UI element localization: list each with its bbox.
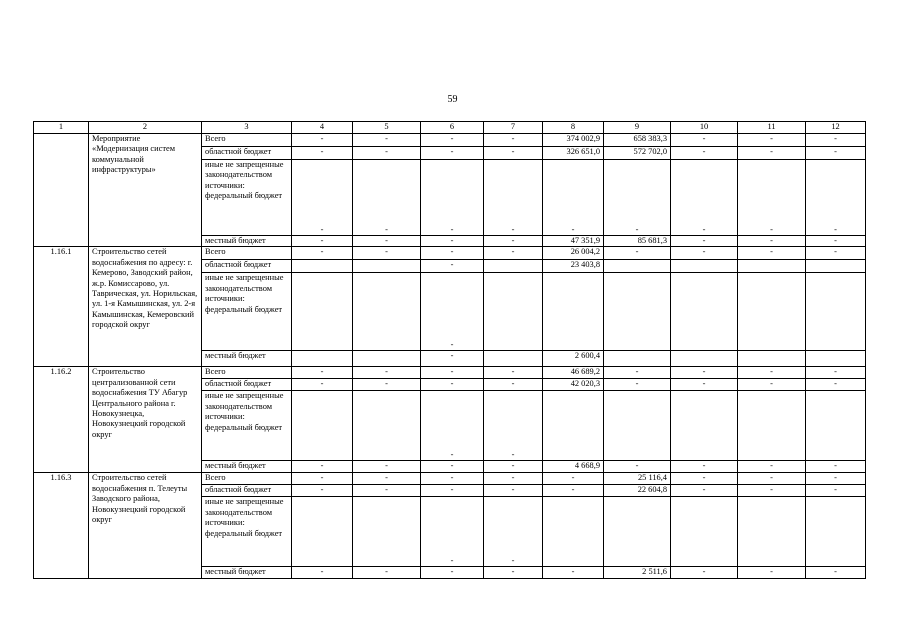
- value-cell: -: [292, 461, 353, 473]
- source-label: местный бюджет: [202, 461, 292, 473]
- value-cell: -: [421, 567, 484, 579]
- value-cell: -: [806, 160, 866, 236]
- source-label: Всего: [202, 367, 292, 379]
- value-cell: -: [353, 485, 421, 497]
- source-label: областной бюджет: [202, 485, 292, 497]
- value-cell: -: [806, 147, 866, 160]
- value-cell: -: [738, 379, 806, 391]
- source-label: иные не запрещенные законодательством источники: федеральный бюджет: [202, 391, 292, 461]
- value-cell: -: [671, 236, 738, 247]
- item-name: Мероприятие «Модернизация систем коммунальной инфраструктуры»: [89, 134, 202, 247]
- value-cell: -: [421, 236, 484, 247]
- value-cell: 85 681,3: [604, 236, 671, 247]
- table-row: [34, 247, 866, 260]
- value-cell: [353, 260, 421, 273]
- value-cell: -: [484, 160, 543, 236]
- value-cell: -: [292, 473, 353, 485]
- value-cell: -: [421, 147, 484, 160]
- value-cell: 25 116,4: [604, 473, 671, 485]
- value-cell: -: [806, 379, 866, 391]
- value-cell: [353, 273, 421, 351]
- value-cell: -: [671, 567, 738, 579]
- value-cell: 26 004,2: [543, 247, 604, 260]
- header-cell: 9: [604, 122, 671, 134]
- value-cell: -: [738, 461, 806, 473]
- value-cell: [738, 391, 806, 461]
- header-cell: 1: [34, 122, 89, 134]
- value-cell: -: [671, 485, 738, 497]
- value-cell: -: [421, 273, 484, 351]
- value-cell: -: [353, 134, 421, 147]
- item-number: 1.16.1: [34, 247, 89, 367]
- value-cell: 23 403,8: [543, 260, 604, 273]
- header-cell: 11: [738, 122, 806, 134]
- value-cell: -: [484, 497, 543, 567]
- value-cell: -: [484, 247, 543, 260]
- source-label: областной бюджет: [202, 260, 292, 273]
- header-cell: 5: [353, 122, 421, 134]
- value-cell: 2 511,6: [604, 567, 671, 579]
- item-number: [34, 134, 89, 247]
- value-cell: -: [421, 351, 484, 367]
- value-cell: -: [353, 367, 421, 379]
- value-cell: -: [353, 461, 421, 473]
- value-cell: [292, 497, 353, 567]
- value-cell: -: [353, 247, 421, 260]
- value-cell: -: [604, 379, 671, 391]
- value-cell: -: [738, 473, 806, 485]
- table-row: [34, 473, 866, 485]
- item-number: 1.16.2: [34, 367, 89, 473]
- value-cell: -: [484, 567, 543, 579]
- header-cell: 8: [543, 122, 604, 134]
- value-cell: [671, 497, 738, 567]
- value-cell: [484, 273, 543, 351]
- value-cell: [671, 260, 738, 273]
- source-label: областной бюджет: [202, 379, 292, 391]
- source-label: иные не запрещенные законодательством источники: федеральный бюджет: [202, 273, 292, 351]
- value-cell: -: [484, 379, 543, 391]
- value-cell: -: [421, 461, 484, 473]
- source-label: иные не запрещенные законодательством источники: федеральный бюджет: [202, 160, 292, 236]
- value-cell: [738, 273, 806, 351]
- value-cell: -: [292, 567, 353, 579]
- value-cell: -: [738, 134, 806, 147]
- value-cell: -: [484, 485, 543, 497]
- value-cell: [484, 260, 543, 273]
- value-cell: -: [484, 367, 543, 379]
- value-cell: -: [292, 485, 353, 497]
- value-cell: [738, 351, 806, 367]
- value-cell: [604, 260, 671, 273]
- value-cell: 326 651,0: [543, 147, 604, 160]
- item-name: Строительство сетей водоснабжения п. Телеуты Заводского района, Новокузнецкий городской округ: [89, 473, 202, 579]
- value-cell: -: [421, 367, 484, 379]
- value-cell: 2 600,4: [543, 351, 604, 367]
- source-label: Всего: [202, 473, 292, 485]
- value-cell: [353, 351, 421, 367]
- value-cell: -: [292, 236, 353, 247]
- value-cell: -: [738, 247, 806, 260]
- value-cell: [543, 273, 604, 351]
- value-cell: -: [292, 247, 353, 260]
- source-label: иные не запрещенные законодательством источники: федеральный бюджет: [202, 497, 292, 567]
- item-name: Строительство централизованной сети водоснабжения ТУ Абагур Центрального района г. Новокузнецка, Новокузнецкий городской округ: [89, 367, 202, 473]
- value-cell: -: [421, 473, 484, 485]
- value-cell: [604, 273, 671, 351]
- value-cell: -: [353, 567, 421, 579]
- value-cell: [604, 351, 671, 367]
- value-cell: -: [292, 379, 353, 391]
- header-cell: 7: [484, 122, 543, 134]
- value-cell: -: [421, 160, 484, 236]
- value-cell: 46 689,2: [543, 367, 604, 379]
- value-cell: -: [806, 485, 866, 497]
- source-label: Всего: [202, 134, 292, 147]
- value-cell: -: [484, 473, 543, 485]
- source-label: Всего: [202, 247, 292, 260]
- value-cell: [806, 391, 866, 461]
- header-row: [34, 122, 866, 134]
- value-cell: [353, 497, 421, 567]
- header-cell: 10: [671, 122, 738, 134]
- value-cell: 42 020,3: [543, 379, 604, 391]
- value-cell: -: [484, 461, 543, 473]
- value-cell: -: [738, 236, 806, 247]
- value-cell: [806, 273, 866, 351]
- value-cell: -: [671, 379, 738, 391]
- value-cell: -: [671, 473, 738, 485]
- header-cell: 2: [89, 122, 202, 134]
- value-cell: [292, 351, 353, 367]
- value-cell: [543, 391, 604, 461]
- value-cell: [806, 351, 866, 367]
- value-cell: -: [806, 567, 866, 579]
- value-cell: -: [421, 260, 484, 273]
- source-label: местный бюджет: [202, 567, 292, 579]
- value-cell: [484, 351, 543, 367]
- value-cell: [738, 260, 806, 273]
- value-cell: -: [421, 134, 484, 147]
- value-cell: -: [543, 160, 604, 236]
- value-cell: -: [421, 247, 484, 260]
- value-cell: -: [543, 473, 604, 485]
- value-cell: [292, 273, 353, 351]
- value-cell: -: [543, 567, 604, 579]
- value-cell: -: [353, 473, 421, 485]
- value-cell: [292, 260, 353, 273]
- value-cell: -: [671, 147, 738, 160]
- value-cell: -: [738, 147, 806, 160]
- value-cell: -: [806, 134, 866, 147]
- value-cell: -: [671, 160, 738, 236]
- value-cell: [671, 273, 738, 351]
- value-cell: [604, 391, 671, 461]
- value-cell: -: [421, 391, 484, 461]
- page-number: 59: [447, 94, 458, 105]
- value-cell: -: [353, 379, 421, 391]
- value-cell: -: [421, 497, 484, 567]
- value-cell: -: [806, 461, 866, 473]
- value-cell: [671, 351, 738, 367]
- value-cell: -: [671, 247, 738, 260]
- budget-table: [33, 121, 866, 579]
- value-cell: -: [806, 247, 866, 260]
- value-cell: -: [353, 147, 421, 160]
- header-cell: 3: [202, 122, 292, 134]
- value-cell: -: [738, 485, 806, 497]
- value-cell: -: [353, 236, 421, 247]
- value-cell: -: [292, 160, 353, 236]
- value-cell: -: [484, 391, 543, 461]
- header-cell: 12: [806, 122, 866, 134]
- value-cell: -: [421, 485, 484, 497]
- value-cell: -: [738, 567, 806, 579]
- header-cell: 4: [292, 122, 353, 134]
- value-cell: [353, 391, 421, 461]
- table-row: [34, 367, 866, 379]
- source-label: местный бюджет: [202, 351, 292, 367]
- value-cell: [671, 391, 738, 461]
- value-cell: -: [353, 160, 421, 236]
- value-cell: -: [671, 367, 738, 379]
- value-cell: [604, 497, 671, 567]
- value-cell: 374 002,9: [543, 134, 604, 147]
- value-cell: -: [806, 367, 866, 379]
- value-cell: -: [806, 236, 866, 247]
- value-cell: 22 604,8: [604, 485, 671, 497]
- value-cell: -: [292, 134, 353, 147]
- table-body: [34, 122, 866, 579]
- item-number: 1.16.3: [34, 473, 89, 579]
- value-cell: [806, 497, 866, 567]
- table-row: [34, 134, 866, 147]
- value-cell: [806, 260, 866, 273]
- value-cell: -: [604, 461, 671, 473]
- value-cell: -: [484, 134, 543, 147]
- source-label: местный бюджет: [202, 236, 292, 247]
- value-cell: -: [604, 367, 671, 379]
- value-cell: 47 351,9: [543, 236, 604, 247]
- value-cell: -: [543, 485, 604, 497]
- value-cell: 4 668,9: [543, 461, 604, 473]
- value-cell: -: [484, 147, 543, 160]
- value-cell: -: [292, 367, 353, 379]
- value-cell: [543, 497, 604, 567]
- header-cell: 6: [421, 122, 484, 134]
- value-cell: -: [671, 461, 738, 473]
- value-cell: -: [738, 367, 806, 379]
- value-cell: [738, 497, 806, 567]
- value-cell: -: [484, 236, 543, 247]
- value-cell: -: [671, 134, 738, 147]
- value-cell: -: [421, 379, 484, 391]
- value-cell: -: [604, 247, 671, 260]
- value-cell: -: [738, 160, 806, 236]
- source-label: областной бюджет: [202, 147, 292, 160]
- value-cell: -: [292, 147, 353, 160]
- value-cell: 658 383,3: [604, 134, 671, 147]
- value-cell: [292, 391, 353, 461]
- value-cell: -: [604, 160, 671, 236]
- item-name: Строительство сетей водоснабжения по адресу: г. Кемерово, Заводский район, ж.р. Комиссарово, ул. Таврическая, ул. Норильская, ул. 1-я Камышинская, ул. 2-я Камышинская, Кемеровский городской округ: [89, 247, 202, 367]
- value-cell: -: [806, 473, 866, 485]
- value-cell: 572 702,0: [604, 147, 671, 160]
